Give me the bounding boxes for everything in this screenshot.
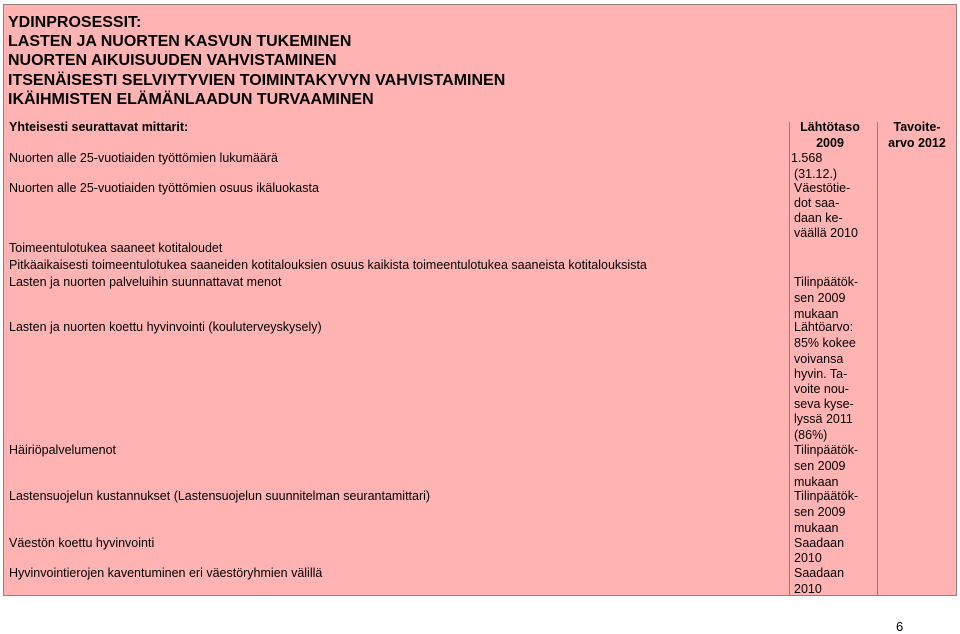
indicator-label: Nuorten alle 25-vuotiaiden työttömien lukumäärä [9,151,278,165]
baseline-line: seva kyse- [794,397,854,411]
baseline-line: sen 2009 [794,505,846,519]
baseline-line: mukaan [794,307,839,321]
baseline-line: Tilinpäätök- [794,275,859,289]
target-header-line2: arvo 2012 [888,136,946,150]
baseline-line: 2010 [794,551,822,565]
baseline-line: Lähtöarvo: [794,320,854,334]
baseline-line: daan ke- [794,211,843,225]
baseline-line: 85% kokee [794,336,856,350]
indicator-label: Lasten ja nuorten palveluihin suunnattavat menot [9,275,282,289]
baseline-line: Väestötie- [794,181,851,195]
heading-line: ITSENÄISESTI SELVIYTYVIEN TOIMINTAKYVYN VAHVISTAMINEN [8,71,506,89]
indicator-label: Lasten ja nuorten koettu hyvinvointi (kouluterveyskysely) [9,320,322,334]
baseline-line: Tilinpäätök- [794,443,859,457]
baseline-line: dot saa- [794,196,840,210]
baseline-line: mukaan [794,475,839,489]
indicator-label: Väestön koettu hyvinvointi [9,536,155,550]
baseline-line: sen 2009 [794,459,846,473]
baseline-line: sen 2009 [794,291,846,305]
indicators-header: Yhteisesti seurattavat mittarit: [9,120,189,134]
heading-line: IKÄIHMISTEN ELÄMÄNLAADUN TURVAAMINEN [8,90,374,108]
page-number: 6 [896,619,904,634]
baseline-line: Tilinpäätök- [794,489,859,503]
indicator-label: Toimeentulotukea saaneet kotitaloudet [9,241,223,255]
column-divider-target [877,122,878,595]
baseline-line: Saadaan [794,536,845,550]
core-process-heading [8,13,505,109]
indicator-label: Häiriöpalvelumenot [9,443,117,457]
indicator-label: Hyvinvointierojen kaventuminen eri väestöryhmien välillä [9,566,323,580]
baseline-line: voite nou- [794,382,849,396]
baseline-line: (86%) [794,428,828,442]
baseline-line: lyssä 2011 [794,412,853,426]
baseline-line: 2010 [794,582,822,596]
baseline-line: väällä 2010 [794,226,858,240]
baseline-line: hyvin. Ta- [794,367,848,381]
baseline-header-line2: 2009 [816,136,844,150]
baseline-line: 1.568 [791,151,823,165]
indicator-label: Pitkäaikaisesti toimeentulotukea saaneiden kotitalouksien osuus kaikista toimeentulotukea saaneista kotitalouksista [9,258,647,272]
heading-line: YDINPROSESSIT: [8,14,142,31]
baseline-header-line1: Lähtötaso [800,120,860,134]
heading-line: NUORTEN AIKUISUUDEN VAHVISTAMINEN [8,52,337,70]
indicator-label: Nuorten alle 25-vuotiaiden työttömien osuus ikäluokasta [9,181,319,195]
baseline-line: Saadaan [794,566,845,580]
indicator-label: Lastensuojelun kustannukset (Lastensuojelun suunnitelman seurantamittari) [9,489,431,503]
column-divider-baseline [789,122,790,595]
baseline-line: voivansa [794,352,844,366]
baseline-line: mukaan [794,521,839,535]
baseline-line: (31.12.) [794,167,838,181]
target-header-line1: Tavoite- [893,120,941,134]
heading-line: LASTEN JA NUORTEN KASVUN TUKEMINEN [8,33,352,51]
